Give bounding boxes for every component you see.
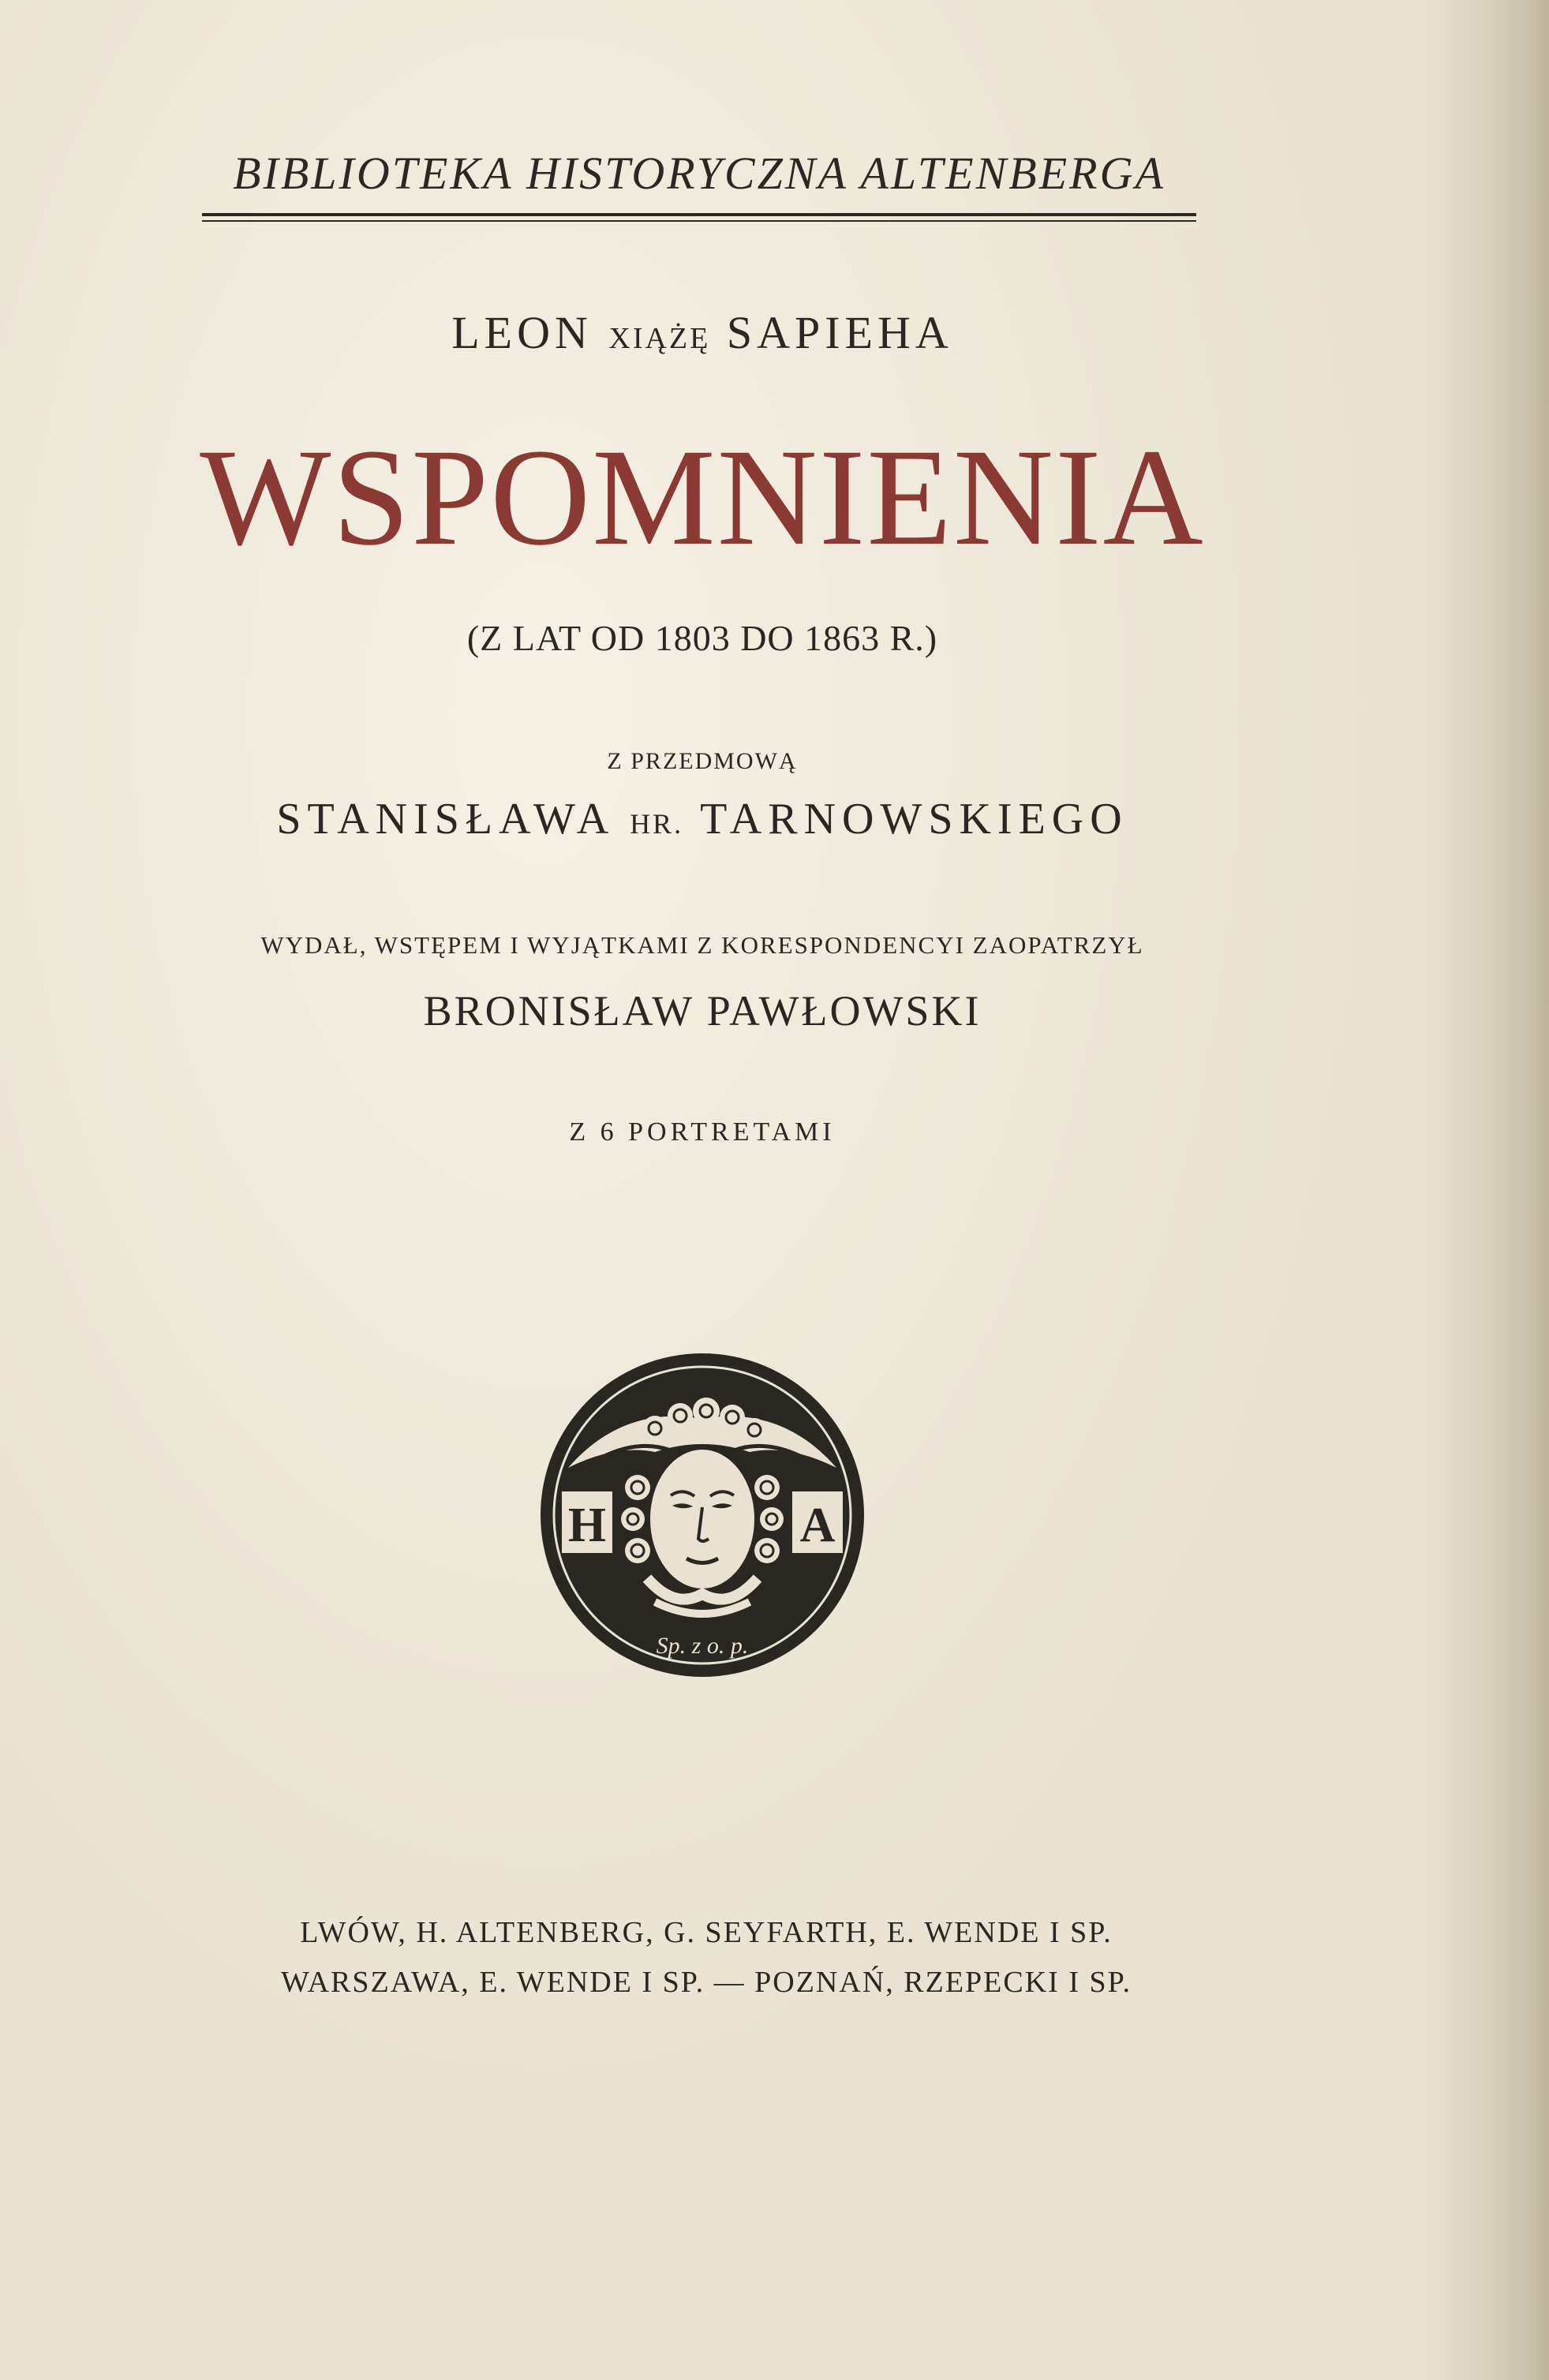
foreword-first-name: STANISŁAWA bbox=[276, 795, 613, 844]
foreword-author bbox=[0, 794, 1405, 844]
monogram-left: H bbox=[567, 1499, 607, 1552]
imprint-line: LWÓW, H. ALTENBERG, G. SEYFARTH, E. WENDE I SP. bbox=[300, 1916, 1113, 1949]
author-first-name: LEON bbox=[451, 307, 593, 358]
portraits-note: Z 6 PORTRETAMI bbox=[569, 1117, 836, 1147]
medusa-seal-icon bbox=[537, 1349, 868, 1681]
author-line bbox=[0, 306, 1405, 359]
seal-inscription: Sp. z o. p. bbox=[656, 1633, 749, 1659]
foreword-last-name: TARNOWSKIEGO bbox=[700, 795, 1128, 844]
author-last-name: SAPIEHA bbox=[726, 307, 953, 358]
page-edge bbox=[1502, 0, 1549, 2380]
series-rule-top bbox=[202, 213, 1196, 216]
book-title: WSPOMNIENIA bbox=[200, 421, 1205, 574]
author-honorific: XIĄŻĘ bbox=[608, 322, 711, 355]
series-rule-bottom bbox=[202, 220, 1196, 222]
foreword-honorific: HR. bbox=[630, 808, 684, 840]
imprint-line: WARSZAWA, E. WENDE I SP. — POZNAŃ, RZEPECKI I SP. bbox=[280, 1966, 1132, 1999]
monogram-right: A bbox=[799, 1499, 836, 1552]
book-subtitle: (Z LAT OD 1803 DO 1863 R.) bbox=[466, 618, 938, 658]
editor-name: BRONISŁAW PAWŁOWSKI bbox=[423, 987, 982, 1035]
editor-label: WYDAŁ, WSTĘPEM I WYJĄTKAMI Z KORESPONDENCYI ZAOPATRZYŁ bbox=[260, 931, 1144, 959]
series-title: BIBLIOTEKA HISTORYCZNA ALTENBERGA bbox=[233, 148, 1165, 199]
foreword-label: Z PRZEDMOWĄ bbox=[607, 748, 798, 774]
